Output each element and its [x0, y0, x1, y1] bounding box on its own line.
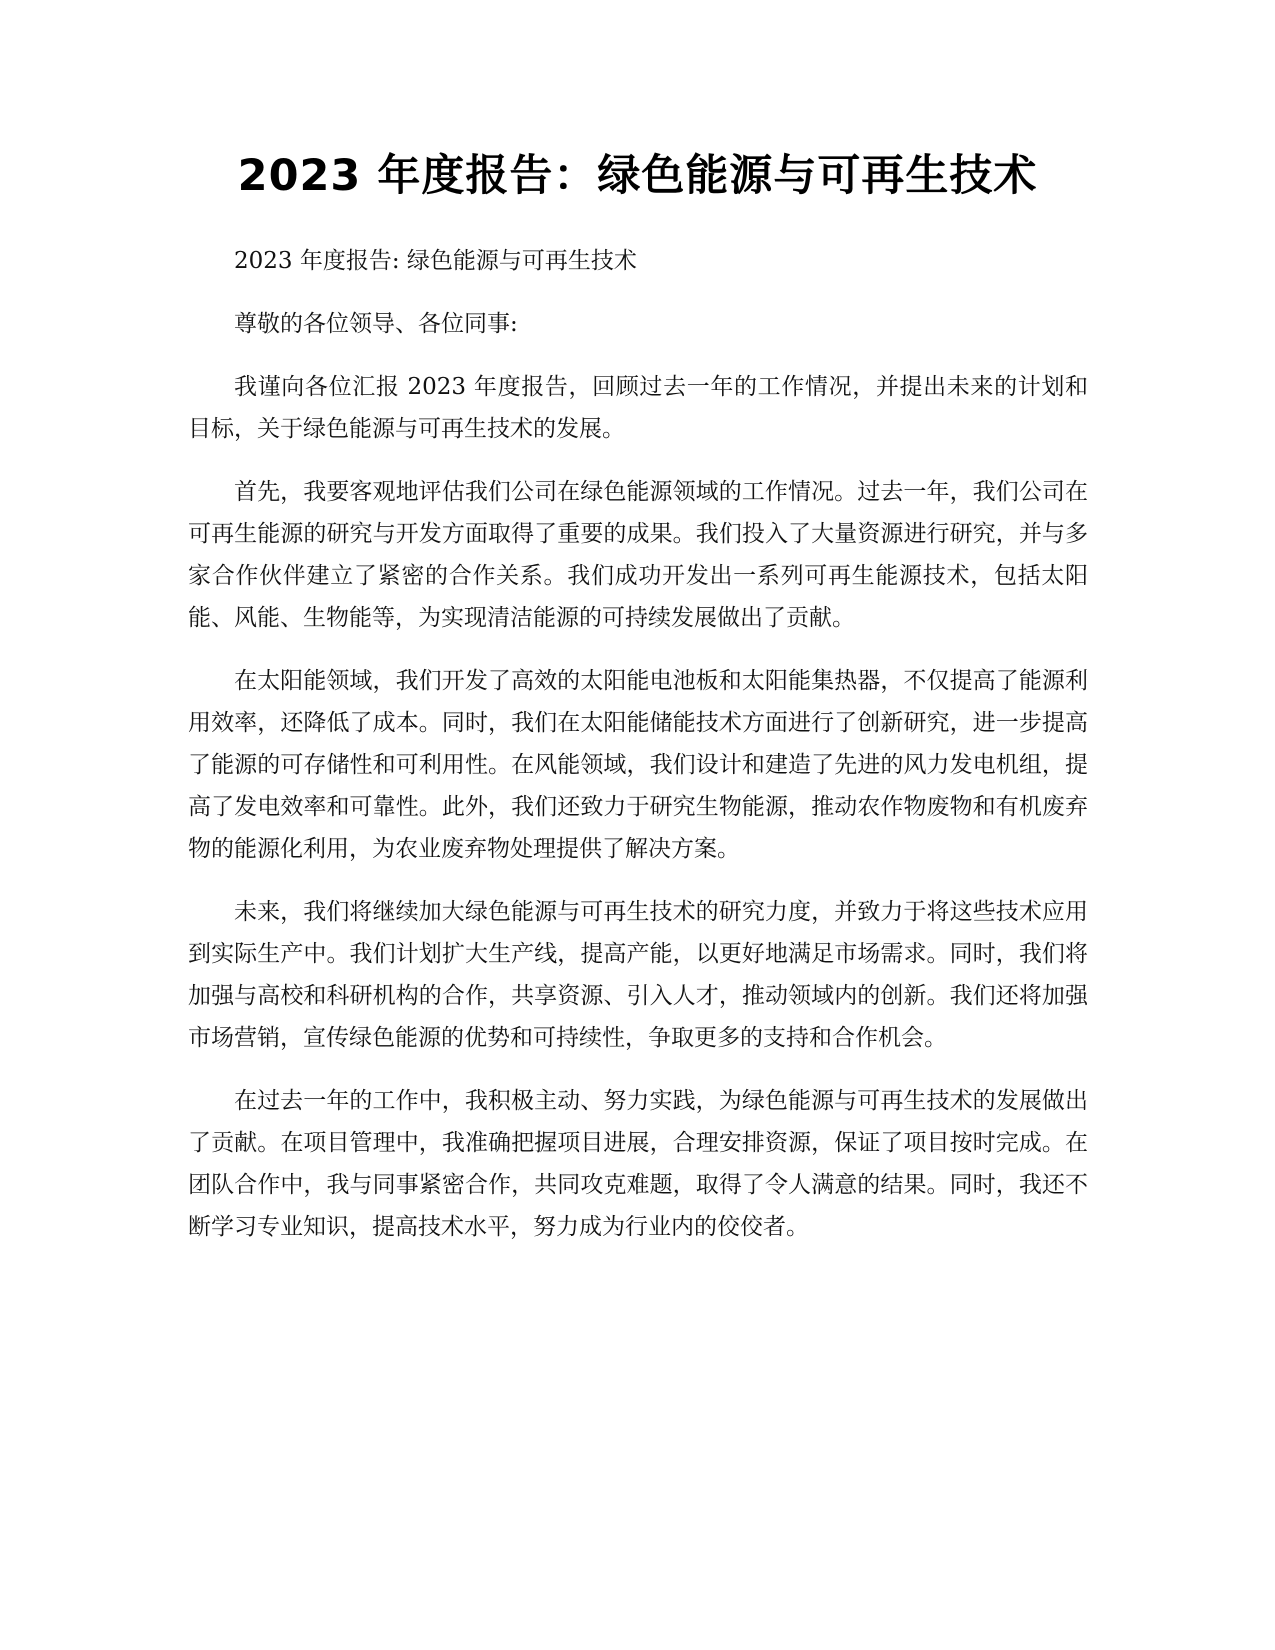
evaluation-paragraph: 首先，我要客观地评估我们公司在绿色能源领域的工作情况。过去一年，我们公司在可再生能源的研究与开发方面取得了重要的成果。我们投入了大量资源进行研究，并与多家合作伙伴建立了紧密的合作关系。我们成功开发出一系列可再生能源技术，包括太阳能、风能、生物能等，为实现清洁能源的可持续发展做出了贡献。 — [188, 479, 1088, 631]
intro-paragraph: 我谨向各位汇报 2023 年度报告，回顾过去一年的工作情况，并提出未来的计划和目标，关于绿色能源与可再生技术的发展。 — [188, 374, 1088, 442]
personal-work-paragraph: 在过去一年的工作中，我积极主动、努力实践，为绿色能源与可再生技术的发展做出了贡献。在项目管理中，我准确把握项目进展，合理安排资源，保证了项目按时完成。在团队合作中，我与同事紧密合作，共同攻克难题，取得了令人满意的结果。同时，我还不断学习专业知识，提高技术水平，努力成为行业内的佼佼者。 — [188, 1088, 1088, 1240]
solar-wind-bio-paragraph: 在太阳能领域，我们开发了高效的太阳能电池板和太阳能集热器，不仅提高了能源利用效率，还降低了成本。同时，我们在太阳能储能技术方面进行了创新研究，进一步提高了能源的可存储性和可利用性。在风能领域，我们设计和建造了先进的风力发电机组，提高了发电效率和可靠性。此外，我们还致力于研究生物能源，推动农作物废物和有机废弃物的能源化利用，为农业废弃物处理提供了解决方案。 — [188, 668, 1088, 862]
salutation: 尊敬的各位领导、各位同事: — [234, 311, 518, 337]
future-plan-paragraph: 未来，我们将继续加大绿色能源与可再生技术的研究力度，并致力于将这些技术应用到实际生产中。我们计划扩大生产线，提高产能，以更好地满足市场需求。同时，我们将加强与高校和科研机构的合作，共享资源、引入人才，推动领域内的创新。我们还将加强市场营销，宣传绿色能源的优势和可持续性，争取更多的支持和合作机会。 — [188, 899, 1088, 1051]
document-body — [188, 240, 1088, 1269]
report-subtitle: 2023 年度报告: 绿色能源与可再生技术 — [234, 248, 637, 274]
document-title: 2023 年度报告：绿色能源与可再生技术 — [237, 151, 1038, 201]
